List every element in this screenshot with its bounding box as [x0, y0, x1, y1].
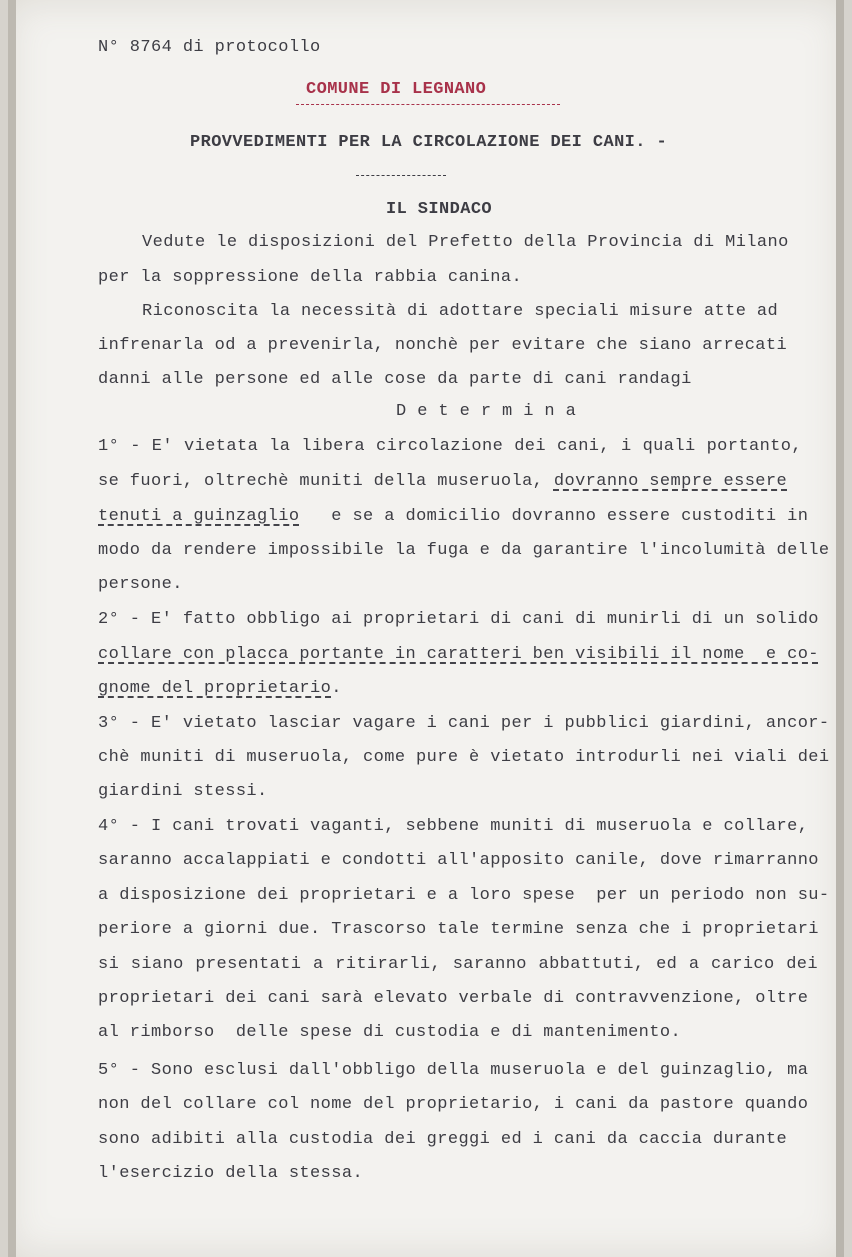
determina-heading: D e t e r m i n a [396, 402, 577, 421]
article-1-line: tenuti a guinzaglio e se a domicilio dovranno essere custoditi in [98, 507, 809, 526]
page-edge-right [836, 0, 844, 1257]
municipality-heading: COMUNE DI LEGNANO [306, 80, 487, 99]
article-5-line: 5° - Sono esclusi dall'obbligo della museruola e del guinzaglio, ma [98, 1061, 809, 1080]
preamble-line: Riconoscita la necessità di adottare speciali misure atte ad [142, 302, 779, 321]
article-2-underlined-text: gnome del proprietario [98, 679, 332, 698]
preamble-line: danni alle persone ed alle cose da parte di cani randagi [98, 370, 692, 389]
article-5-line: non del collare col nome del proprietario, i cani da pastore quando [98, 1095, 809, 1114]
heading-underline [296, 104, 560, 105]
article-1-line: persone. [98, 575, 183, 594]
article-2-underlined-line: collare con placca portante in caratteri ben visibili il nome e co- [98, 645, 819, 664]
article-3-line: 3° - E' vietato lasciar vagare i cani per i pubblici giardini, ancor- [98, 714, 830, 733]
article-1-line: se fuori, oltrechè muniti della museruola, dovranno sempre essere [98, 472, 788, 491]
issuer-heading: IL SINDACO [386, 200, 493, 219]
preamble-line: per la soppressione della rabbia canina. [98, 268, 523, 287]
article-4-line: a disposizione dei proprietari e a loro spese per un periodo non su- [98, 886, 830, 905]
article-3-line: giardini stessi. [98, 782, 268, 801]
article-1-line: 1° - E' vietata la libera circolazione dei cani, i quali portanto, [98, 437, 802, 456]
article-2-line: gnome del proprietario. [98, 679, 342, 698]
protocol-number: N° 8764 di protocollo [98, 38, 321, 57]
preamble-line: infrenarla od a prevenirla, nonchè per evitare che siano arrecati [98, 336, 788, 355]
article-1-underlined-text: tenuti a guinzaglio [98, 507, 300, 526]
article-5-line: l'esercizio della stessa. [98, 1164, 364, 1183]
article-5-line: sono adibiti alla custodia dei greggi ed i cani da caccia durante [98, 1130, 788, 1149]
article-4-line: si siano presentati a ritirarli, saranno abbattuti, ed a carico dei [98, 955, 818, 974]
article-4-line: saranno accalappiati e condotti all'apposito canile, dove rimarranno [98, 851, 819, 870]
preamble-line: Vedute le disposizioni del Prefetto della Provincia di Milano [142, 233, 789, 252]
article-4-line: periore a giorni due. Trascorso tale termine senza che i proprietari [98, 920, 819, 939]
document-title: PROVVEDIMENTI PER LA CIRCOLAZIONE DEI CANI. - [190, 133, 668, 152]
article-1-underlined-text: dovranno sempre essere [553, 472, 788, 491]
title-separator [356, 175, 446, 176]
article-1-line: modo da rendere impossibile la fuga e da garantire l'incolumità delle [98, 541, 830, 560]
article-2-line: 2° - E' fatto obbligo ai proprietari di cani di munirli di un solido [98, 610, 819, 629]
article-4-line: 4° - I cani trovati vaganti, sebbene muniti di museruola e collare, [98, 817, 809, 836]
article-3-line: chè muniti di museruola, come pure è vietato introdurli nei viali dei [98, 748, 830, 767]
page-edge-left [8, 0, 16, 1257]
article-4-line: proprietari dei cani sarà elevato verbale di contravvenzione, oltre [98, 989, 809, 1008]
article-4-line: al rimborso delle spese di custodia e di mantenimento. [98, 1023, 682, 1042]
